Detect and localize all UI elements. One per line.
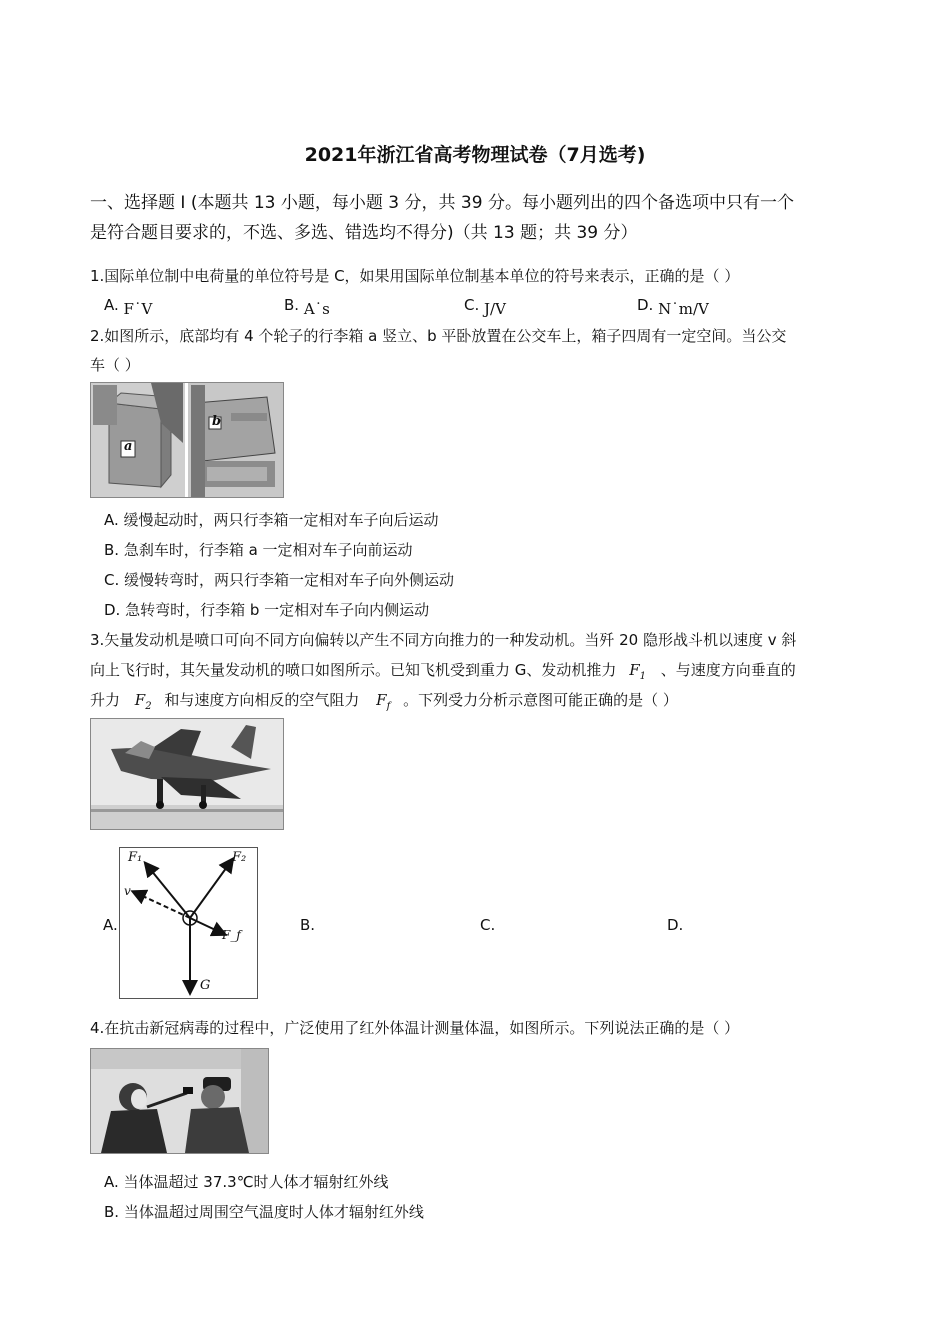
q3-symbol-Ff: $F_f$ xyxy=(376,691,391,712)
force-F1-arrow xyxy=(146,864,190,918)
q1-option-c-text: J/V xyxy=(484,300,506,318)
q2-option-a[interactable]: A. 缓慢起动时，两只行李箱一定相对车子向后运动 xyxy=(104,511,439,529)
q1-option-d-letter: D. xyxy=(637,296,654,314)
page-title: 2021年浙江省高考物理试卷（7月选考) xyxy=(304,144,646,166)
q1-option-c[interactable] xyxy=(464,296,506,318)
q3-option-b-letter[interactable]: B. xyxy=(300,916,316,934)
q1-option-b[interactable] xyxy=(284,296,330,318)
q2-stem-line1: 2.如图所示，底部均有 4 个轮子的行李箱 a 竖立、b 平卧放置在公交车上，箱子四周有一定空间。当公交 xyxy=(90,327,787,345)
luggage-photo xyxy=(90,382,284,498)
diagram-label-F1: F₁ xyxy=(128,850,143,865)
thermometer-photo-art xyxy=(91,1049,268,1153)
q2-stem-line2: 车（ ） xyxy=(90,356,140,374)
force-F2-arrow xyxy=(190,860,232,918)
q3-stem-line2-b: 、与速度方向垂直的 xyxy=(660,661,796,679)
q1-option-a[interactable] xyxy=(104,296,153,318)
q2-option-d[interactable]: D. 急转弯时，行李箱 b 一定相对车子向内侧运动 xyxy=(104,601,430,619)
diagram-label-G: G xyxy=(200,978,211,993)
q3-option-c-letter[interactable]: C. xyxy=(480,916,496,934)
q3-stem-line1: 3.矢量发动机是喷口可向不同方向偏转以产生不同方向推力的一种发动机。当歼 20 隐形战斗机以速度 v 斜 xyxy=(90,631,797,649)
q3-stem-line3-c: 。下列受力分析示意图可能正确的是（ ） xyxy=(403,691,678,709)
q2-option-b[interactable]: B. 急刹车时，行李箱 a 一定相对车子向前运动 xyxy=(104,541,413,559)
velocity-arrow xyxy=(134,892,190,918)
q3-stem-line3-a: 升力 xyxy=(90,691,121,709)
q3-symbol-F1: $F_1$ xyxy=(629,661,646,682)
q3-symbol-F2: $F_2$ xyxy=(134,691,152,712)
q4-option-a[interactable]: A. 当体温超过 37.3℃时人体才辐射红外线 xyxy=(104,1173,389,1191)
q1-stem: 1.国际单位制中电荷量的单位符号是 C，如果用国际单位制基本单位的符号来表示，正确的是（ ） xyxy=(90,267,740,285)
fighter-jet-photo-art xyxy=(91,719,283,829)
section-header-line2: 是符合题目要求的，不选、多选、错选均不得分)（共 13 题；共 39 分） xyxy=(90,223,638,243)
q3-stem-line3-b: 和与速度方向相反的空气阻力 xyxy=(164,691,360,709)
q4-option-b[interactable]: B. 当体温超过周围空气温度时人体才辐射红外线 xyxy=(104,1203,424,1221)
force-diagram-a xyxy=(119,847,258,999)
luggage-label-a: a xyxy=(124,439,133,454)
fighter-jet-photo xyxy=(90,718,284,830)
luggage-label-b: b xyxy=(212,414,222,429)
diagram-label-Ff: F_f xyxy=(222,928,241,942)
q4-stem: 4.在抗击新冠病毒的过程中，广泛使用了红外体温计测量体温，如图所示。下列说法正确的是（ ） xyxy=(90,1019,740,1037)
luggage-photo-art xyxy=(91,383,283,497)
q1-option-b-letter: B. xyxy=(284,296,300,314)
q3-option-a-letter[interactable]: A. xyxy=(103,916,118,934)
q1-option-d-text: N˙m/V xyxy=(658,300,709,318)
q3-stem-line3 xyxy=(90,689,678,712)
q3-option-d-letter[interactable]: D. xyxy=(667,916,684,934)
q1-option-a-text: F˙V xyxy=(123,300,153,318)
q2-option-c[interactable]: C. 缓慢转弯时，两只行李箱一定相对车子向外侧运动 xyxy=(104,571,455,589)
q3-stem-line2-a: 向上飞行时，其矢量发动机的喷口如图所示。已知飞机受到重力 G、发动机推力 xyxy=(90,661,617,679)
thermometer-photo xyxy=(90,1048,269,1154)
force-Ff-arrow xyxy=(190,918,224,934)
q1-option-a-letter: A. xyxy=(104,296,119,314)
q1-option-d[interactable] xyxy=(637,296,709,318)
q1-option-c-letter: C. xyxy=(464,296,480,314)
q3-stem-line2 xyxy=(90,659,796,682)
diagram-label-v: v xyxy=(124,884,131,898)
force-diagram-svg xyxy=(120,848,257,998)
section-header-line1: 一、选择题 I (本题共 13 小题，每小题 3 分，共 39 分。每小题列出的四个备选项中只有一个 xyxy=(90,193,794,213)
diagram-label-F2: F₂ xyxy=(232,850,247,865)
q1-option-b-text: A˙s xyxy=(303,300,330,318)
